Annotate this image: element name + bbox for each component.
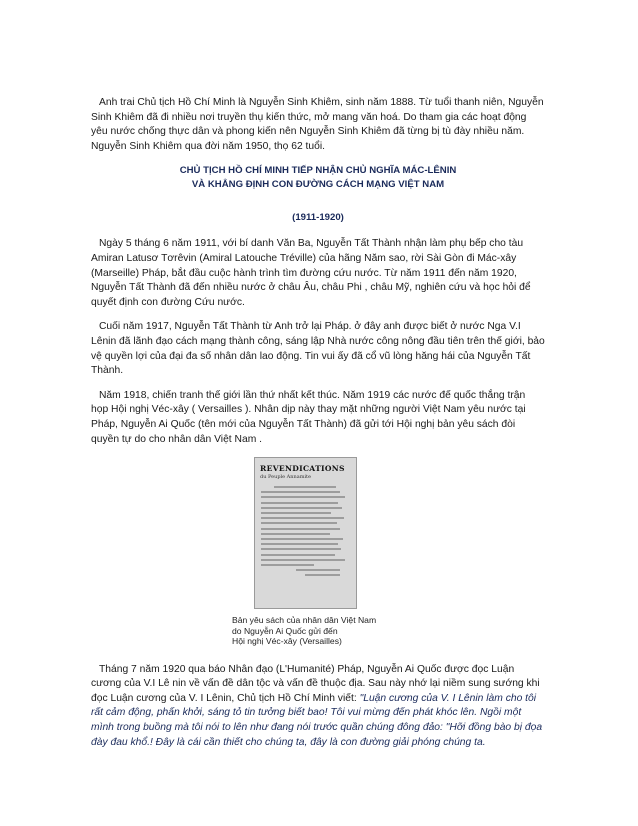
document-body: [91, 96, 545, 750]
paragraph-1917: Cuối năm 1917, Nguyễn Tất Thành từ Anh trở lại Pháp. ở đây anh được biết ở nước Nga V.I Lênin đã lãnh đạo cách mạng thành công, sáng lập Nhà nước công nông đầu tiên trên thế giới, bảo vệ quyền lợi của đại đa số nhân dân lao động. Tin vui ấy đã cổ vũ lòng hăng hái của Nguyễn Tất Thành.: [91, 321, 545, 377]
paragraph-1920-text: Tháng 7 năm 1920 qua báo Nhân đạo (L'Humanité) Pháp, Nguyễn Ai Quốc được đọc Luận cương của V.I Lê nin về vấn đề dân tộc và vấn đề thuộc địa. Sau này nhớ lại niềm sung sướng khi đọc Luận cương của V. I Lênin, Chủ tịch Hồ Chí Minh viết:: [91, 663, 540, 704]
photo-text-lines: [261, 486, 349, 579]
photo-doc-title: REVENDICATIONS: [260, 464, 345, 474]
paragraph-1911: Ngày 5 tháng 6 năm 1911, với bí danh Văn Ba, Nguyễn Tất Thành nhận làm phụ bếp cho tàu Amiran Latusơ Tơrêvin (Amiral Latouche Tréville) của hãng Năm sao, rời Sài Gòn đi Mác-xây (Marseille) Pháp, bắt đầu cuộc hành trình tìm đường cứu nước. Từ năm 1911 đến năm 1920, Nguyễn Tất Thành đã đến nhiều nước ở châu Âu, châu Phi , châu Mỹ, nghiên cứu và học hỏi để quyết định con đường Cứu nước.: [91, 238, 531, 308]
figure-caption: [232, 615, 382, 647]
section-years: (1911-1920): [292, 212, 344, 224]
caption-line-2: do Nguyễn Ai Quốc gửi đến: [232, 625, 338, 636]
section-title-line-2: VÀ KHẲNG ĐỊNH CON ĐƯỜNG CÁCH MẠNG VIỆT NAM: [191, 179, 445, 191]
lenin-quote: "Luận cương của V. I Lênin làm cho tôi rất cảm động, phấn khởi, sáng tỏ tin tưởng biết bao! Tôi vui mừng đến phát khóc lên. Ngồi một mình trong buồng mà tôi nói to lên như đang nói trước quần chúng đông đảo: "Hỡi đồng bào bị đọa đày đau khổ.! Đây là cái cần thiết cho chúng ta, đây là con đường giải phóng chúng ta.: [91, 692, 543, 748]
caption-line-1: Bản yêu sách của nhân dân Việt Nam: [232, 615, 377, 626]
document-figure: [232, 457, 382, 647]
section-title: [91, 164, 545, 192]
photo-doc-subtitle: du Peuple Annamite: [260, 474, 312, 481]
section-title-line-1: CHỦ TỊCH HỒ CHÍ MINH TIẾP NHẬN CHỦ NGHĨA MÁC-LÊNIN: [179, 165, 457, 177]
intro-paragraph: Anh trai Chủ tịch Hồ Chí Minh là Nguyễn Sinh Khiêm, sinh năm 1888. Từ tuổi thanh niên, Nguyễn Sinh Khiêm đã đi nhiều nơi truyền thụ kiến thức, mở mang văn hoá. Do tham gia các hoạt động yêu nước chống thực dân và phong kiến nên Nguyễn Sinh Khiêm đã từng bị tù đày nhiều năm. Nguyễn Sinh Khiêm qua đời năm 1950, thọ 62 tuổi.: [91, 97, 544, 152]
caption-line-3: Hội nghị Véc-xây (Versailles): [232, 636, 342, 647]
paragraph-1920: [91, 663, 545, 751]
paragraph-1918: Năm 1918, chiến tranh thế giới lần thứ nhất kết thúc. Năm 1919 các nước đế quốc thắng trận họp Hội nghị Véc-xây ( Versailles ). Nhân dịp này thay mặt những người Việt Nam yêu nước tại Pháp, Nguyễn Ai Quốc (tên mới của Nguyễn Tất Thành) đã gửi tới Hội nghị bản yêu sách đòi quyền tự do cho nhân dân Việt Nam .: [91, 389, 526, 445]
revendications-photo: [254, 457, 357, 609]
